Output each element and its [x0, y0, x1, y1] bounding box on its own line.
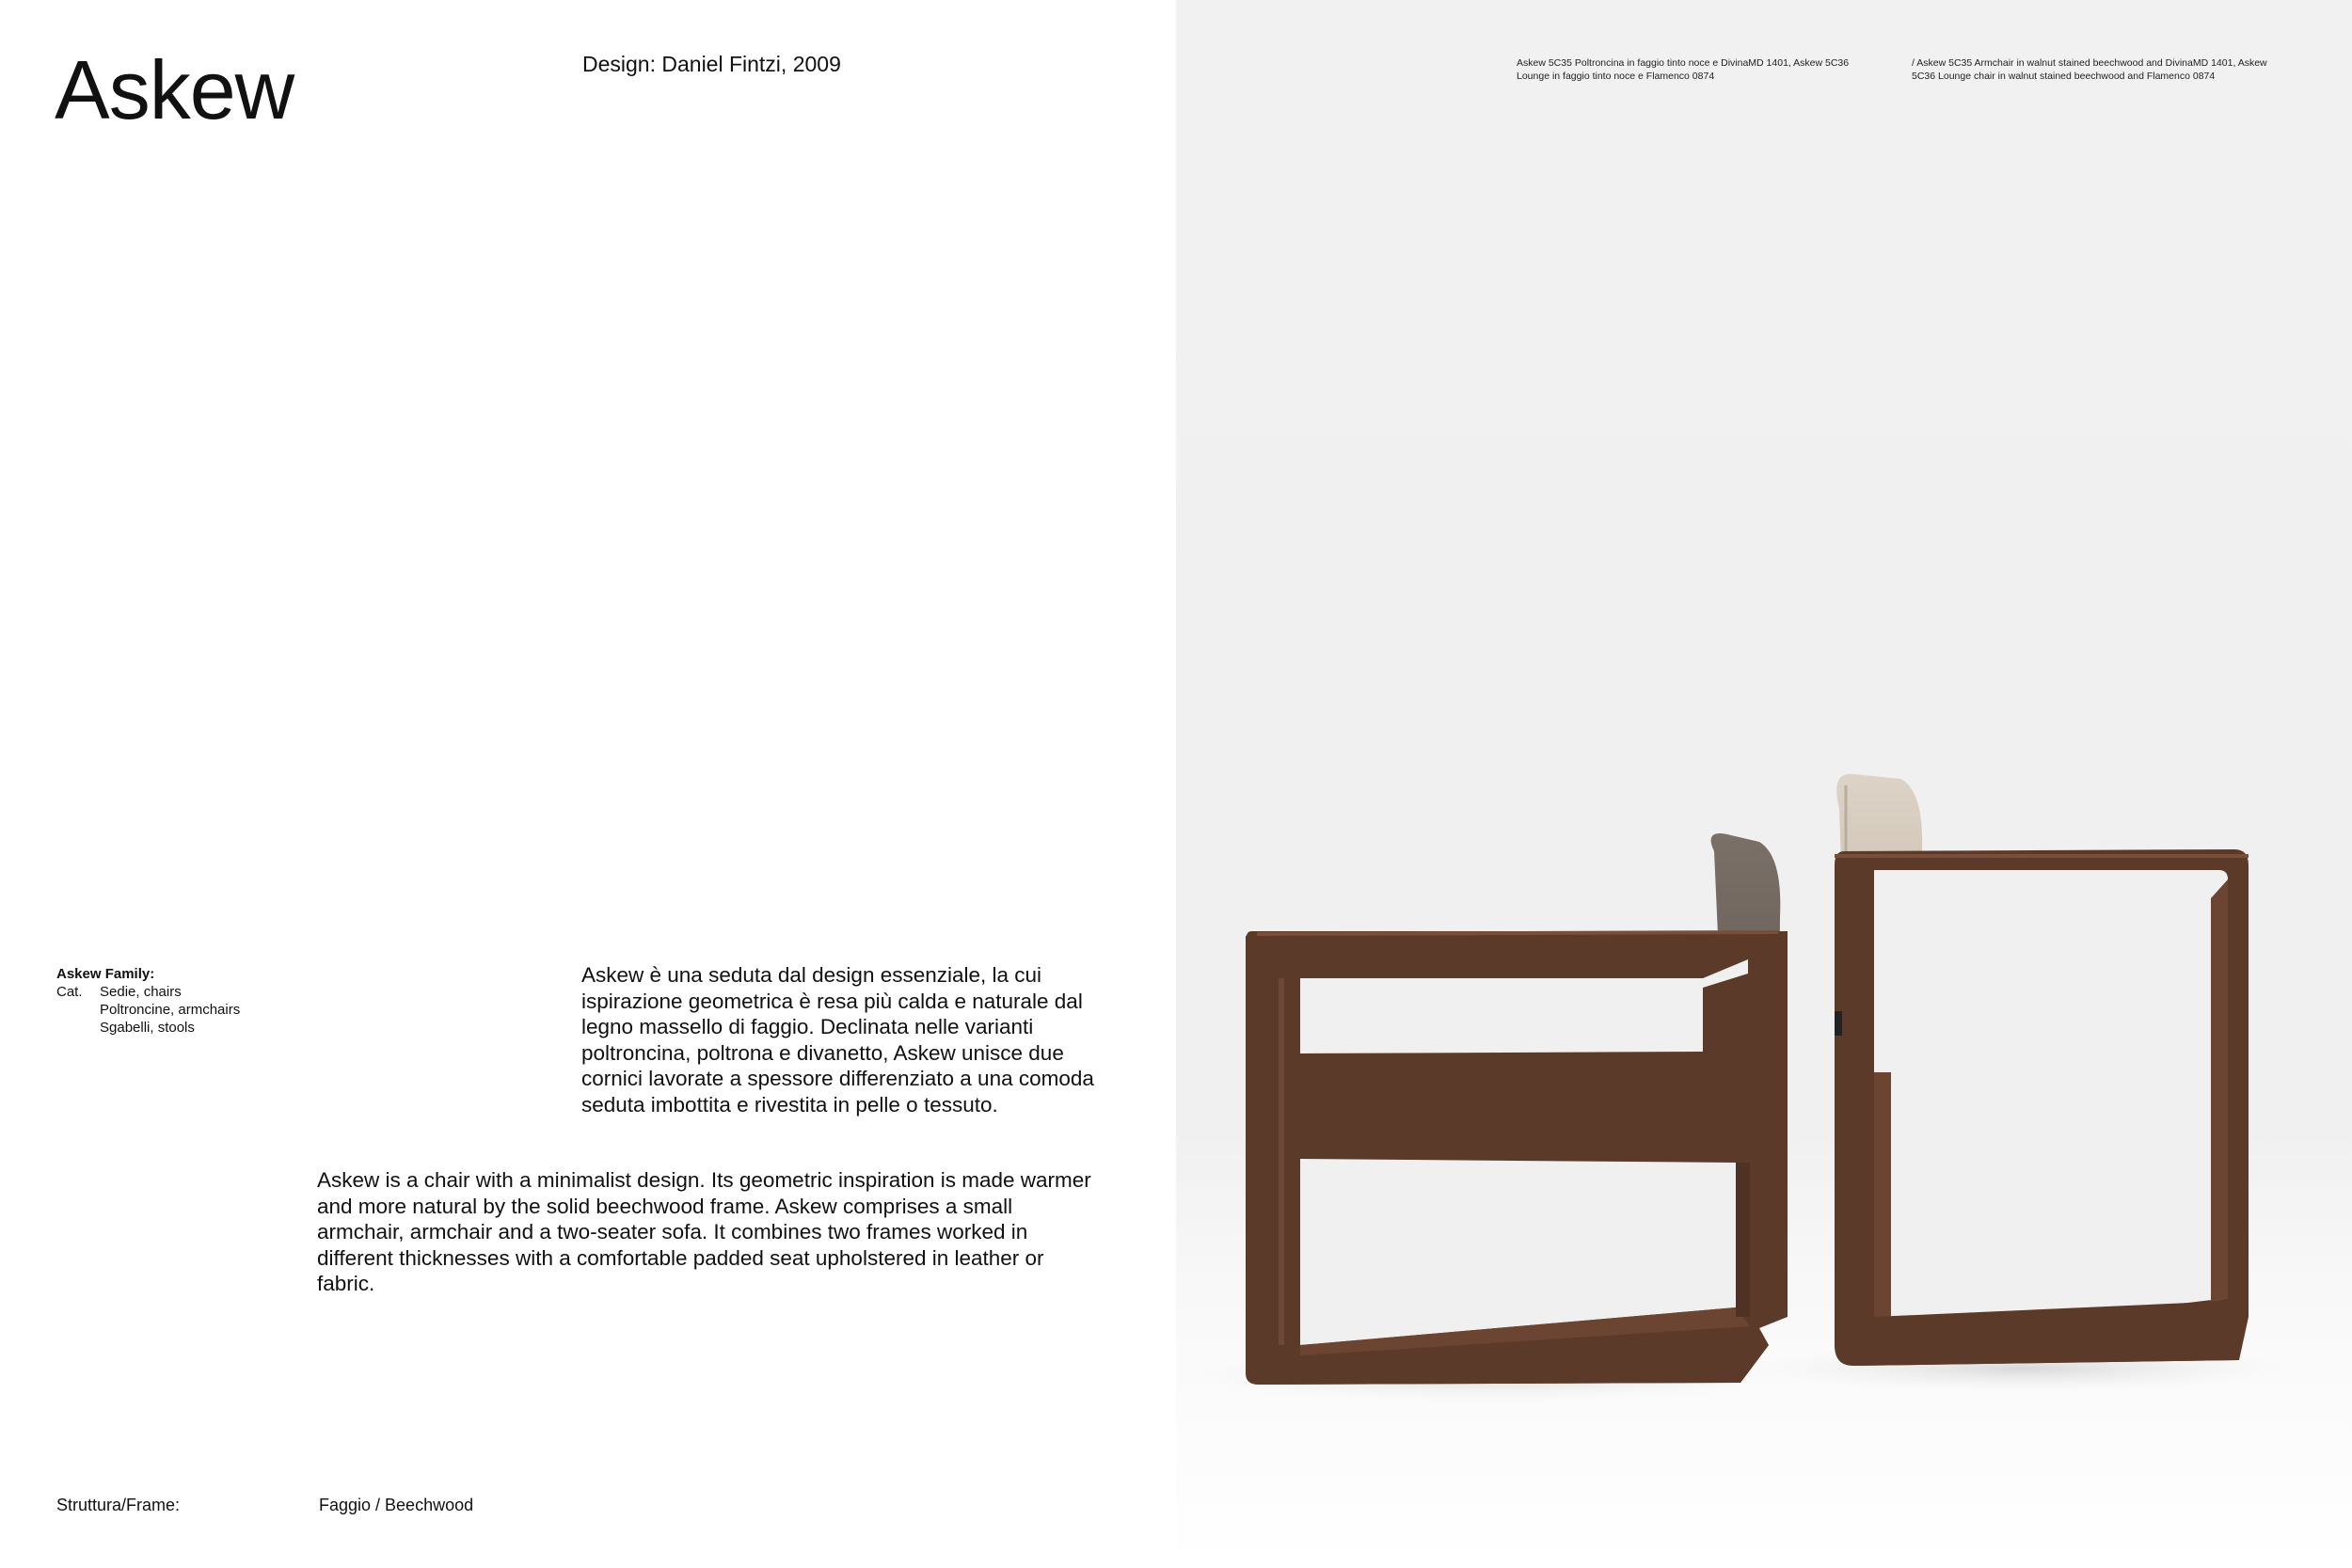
beige-armchair [1835, 774, 2249, 1366]
family-block [56, 965, 240, 1037]
product-title: Askew [55, 43, 294, 136]
category-item: Sgabelli, stools [100, 1020, 195, 1036]
category-label: Cat. [56, 984, 83, 1000]
frame-label: Struttura/Frame: [56, 1496, 181, 1514]
chairs-photo [1176, 0, 2352, 1568]
description-italian: Askew è una seduta dal design essenziale, la cui ispirazione geometrica è resa più calda e naturale dal legno massello di faggio. Declinata nelle varianti poltroncina, poltrona e divanetto, Askew unisce due cornici lavorate a spessore differenziato a una comoda seduta imbottita e rivestita in pelle o tessuto. [581, 963, 1094, 1117]
category-item: Sedie, chairs [100, 984, 182, 1000]
category-row [56, 983, 240, 1037]
caption-italian: Askew 5C35 Poltroncina in faggio tinto noce e DivinaMD 1401, Askew 5C36 Lounge in faggio tinto noce e Flamenco 0874 [1517, 57, 1850, 82]
frame-value: Faggio / Beechwood [319, 1496, 474, 1514]
description-english: Askew is a chair with a minimalist design. Its geometric inspiration is made warmer and more natural by the solid beechwood frame. Askew comprises a small armchair, armchair and a two-seater sofa. It combines two frames worked in different thicknesses with a comfortable padded seat upholstered in leather or fabric. [317, 1168, 1091, 1295]
family-heading: Askew Family: [56, 966, 155, 982]
product-photo-page [1176, 0, 2352, 1568]
caption-english: / Askew 5C35 Armchair in walnut stained beechwood and DivinaMD 1401, Askew 5C36 Lounge chair in walnut stained beechwood and Flamenco 0874 [1912, 57, 2267, 82]
category-list [100, 983, 240, 1037]
designer-credit: Design: Daniel Fintzi, 2009 [582, 52, 841, 76]
grey-armchair [1246, 833, 1788, 1385]
category-item: Poltroncine, armchairs [100, 1002, 241, 1018]
